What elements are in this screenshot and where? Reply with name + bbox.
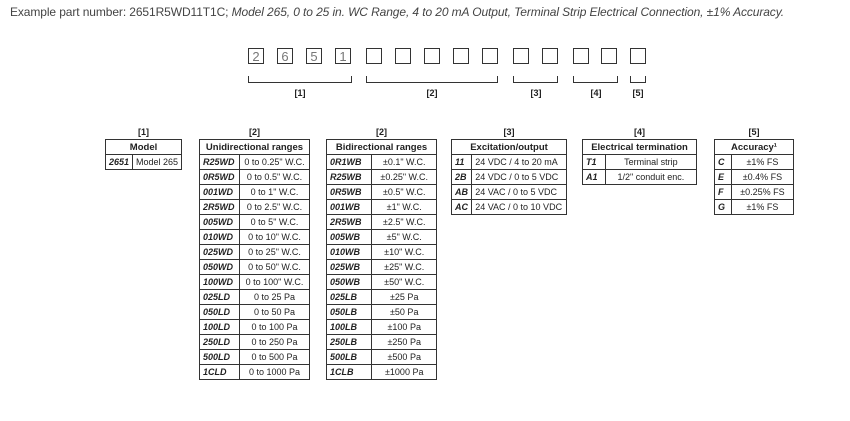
option-value: ±250 Pa [372,335,437,350]
option-code: 010WB [327,245,372,260]
option-code: F [715,185,732,200]
option-value: 0 to 1" W.C. [240,185,310,200]
option-code: 0R1WB [327,155,372,170]
option-value: ±25" W.C. [372,260,437,275]
bracket-label-1: [1] [294,88,306,98]
part-box [601,48,617,64]
option-code: 2R5WB [327,215,372,230]
option-code: 500LD [200,350,240,365]
table-row [327,290,437,305]
table-row [327,200,437,215]
table-row [200,185,310,200]
option-value: ±1" W.C. [372,200,437,215]
bracket-3 [513,76,558,83]
table-row [327,215,437,230]
table-row [200,230,310,245]
part-box [366,48,382,64]
table-row [327,305,437,320]
table-row [200,335,310,350]
option-value: ±1% FS [731,200,793,215]
table-header: Model [106,140,182,155]
table-row [715,185,794,200]
option-code: 500LB [327,350,372,365]
option-code: 050WB [327,275,372,290]
option-value: 0 to 5" W.C. [240,215,310,230]
option-value: ±10" W.C. [372,245,437,260]
option-code: 100LD [200,320,240,335]
option-code: 050WD [200,260,240,275]
table-row [715,200,794,215]
option-code: 025LB [327,290,372,305]
option-value: 0 to 10" W.C. [240,230,310,245]
option-code: 001WD [200,185,240,200]
option-value: ±500 Pa [372,350,437,365]
bracket-4 [573,76,618,83]
option-code: 100WD [200,275,240,290]
table-row [106,155,182,170]
part-box: 2 [248,48,264,64]
option-code: 050LB [327,305,372,320]
table-label: [2] [249,127,260,137]
option-value: 24 VAC / 0 to 5 VDC [472,185,567,200]
part-box [395,48,411,64]
model-table [105,139,182,170]
option-code: C [715,155,732,170]
excitation-table-block [451,127,567,215]
table-label: [4] [634,127,645,137]
bidirectional-table-block [326,127,437,380]
option-code: 1CLB [327,365,372,380]
table-header: Electrical termination [583,140,697,155]
option-code: 025LD [200,290,240,305]
part-box [513,48,529,64]
model-table-block [105,127,182,170]
table-row [200,350,310,365]
option-value: ±0.25% FS [731,185,793,200]
option-code: G [715,200,732,215]
option-code: AC [452,200,472,215]
table-row [200,290,310,305]
table-header: Accuracy¹ [715,140,794,155]
option-value: 0 to 0.25" W.C. [240,155,310,170]
option-value: 0 to 25" W.C. [240,245,310,260]
option-value: ±50" W.C. [372,275,437,290]
option-code: 001WB [327,200,372,215]
option-code: R25WB [327,170,372,185]
part-box [424,48,440,64]
option-value: ±0.4% FS [731,170,793,185]
table-row [327,335,437,350]
table-header: Unidirectional ranges [200,140,310,155]
option-value: ±1% FS [731,155,793,170]
option-code: 050LD [200,305,240,320]
option-value: 0 to 0.5" W.C. [240,170,310,185]
option-value: ±100 Pa [372,320,437,335]
part-box [573,48,589,64]
example-caption [10,5,784,19]
table-row [200,320,310,335]
table-label: [1] [138,127,150,137]
table-row [327,170,437,185]
bracket-label-2: [2] [426,88,438,98]
option-value: ±0.5" W.C. [372,185,437,200]
table-row [327,185,437,200]
option-value: 24 VDC / 0 to 5 VDC [472,170,567,185]
table-label: [3] [503,127,515,137]
bidirectional-table [326,139,437,380]
option-value: ±0.1" W.C. [372,155,437,170]
option-code: 2651 [106,155,133,170]
part-box [453,48,469,64]
table-row [583,170,697,185]
table-row [327,320,437,335]
table-header: Bidirectional ranges [327,140,437,155]
table-row [200,245,310,260]
option-value: 0 to 2.5" W.C. [240,200,310,215]
option-value: ±50 Pa [372,305,437,320]
caption-detail: Model 265, 0 to 25 in. WC Range, 4 to 20 mA Output, Terminal Strip Electrical Connection, ±1% Accuracy. [231,5,784,19]
bracket-label-4: [4] [590,88,602,98]
accuracy-table [714,139,794,215]
option-value: Terminal strip [605,155,696,170]
option-value: 0 to 25 Pa [240,290,310,305]
option-code: 1CLD [200,365,240,380]
table-row [200,365,310,380]
option-code: 100LB [327,320,372,335]
bracket-5 [630,76,646,83]
option-code: 250LB [327,335,372,350]
electrical-table-block [582,127,697,185]
table-row [452,200,567,215]
excitation-table [451,139,567,215]
option-code: T1 [583,155,606,170]
part-box [482,48,498,64]
option-code: 250LD [200,335,240,350]
option-code: A1 [583,170,606,185]
table-row [715,170,794,185]
bracket-2 [366,76,498,83]
table-label: [5] [748,127,760,137]
option-value: ±1000 Pa [372,365,437,380]
option-code: 005WB [327,230,372,245]
option-value: 0 to 50" W.C. [240,260,310,275]
electrical-table [582,139,697,185]
option-code: 0R5WD [200,170,240,185]
table-row [452,155,567,170]
bracket-1 [248,76,352,83]
table-row [200,260,310,275]
table-header: Excitation/output [452,140,567,155]
option-value: ±5" W.C. [372,230,437,245]
option-code: E [715,170,732,185]
option-code: R25WD [200,155,240,170]
table-row [327,230,437,245]
part-box: 1 [335,48,351,64]
option-code: 010WD [200,230,240,245]
option-code: AB [452,185,472,200]
accuracy-table-block [714,127,794,215]
option-value: 0 to 100" W.C. [240,275,310,290]
part-box [542,48,558,64]
table-row [327,245,437,260]
option-code: 025WD [200,245,240,260]
table-row [200,155,310,170]
table-row [200,170,310,185]
option-code: 025WB [327,260,372,275]
option-value: ±0.25" W.C. [372,170,437,185]
option-value: Model 265 [133,155,182,170]
caption-lead: Example part number: 2651R5WD11T1C; [10,5,229,19]
table-row [452,185,567,200]
option-code: 2B [452,170,472,185]
table-label: [2] [376,127,387,137]
option-code: 005WD [200,215,240,230]
option-value: 0 to 100 Pa [240,320,310,335]
option-value: 1/2" conduit enc. [605,170,696,185]
table-row [327,350,437,365]
bracket-label-3: [3] [530,88,542,98]
table-row [327,155,437,170]
option-code: 0R5WB [327,185,372,200]
table-row [583,155,697,170]
option-value: 24 VDC / 4 to 20 mA [472,155,567,170]
option-value: 0 to 250 Pa [240,335,310,350]
option-value: ±2.5" W.C. [372,215,437,230]
table-row [327,275,437,290]
table-row [327,365,437,380]
table-row [200,200,310,215]
table-row [452,170,567,185]
part-box: 5 [306,48,322,64]
table-row [327,260,437,275]
option-value: 24 VAC / 0 to 10 VDC [472,200,567,215]
option-value: ±25 Pa [372,290,437,305]
unidirectional-table [199,139,310,380]
table-row [200,215,310,230]
part-number-diagram [0,48,850,108]
table-row [715,155,794,170]
option-value: 0 to 500 Pa [240,350,310,365]
option-value: 0 to 1000 Pa [240,365,310,380]
option-code: 11 [452,155,472,170]
option-code: 2R5WD [200,200,240,215]
option-value: 0 to 50 Pa [240,305,310,320]
part-box [630,48,646,64]
bracket-label-5: [5] [632,88,644,98]
part-box: 6 [277,48,293,64]
table-row [200,305,310,320]
unidirectional-table-block [199,127,310,380]
table-row [200,275,310,290]
